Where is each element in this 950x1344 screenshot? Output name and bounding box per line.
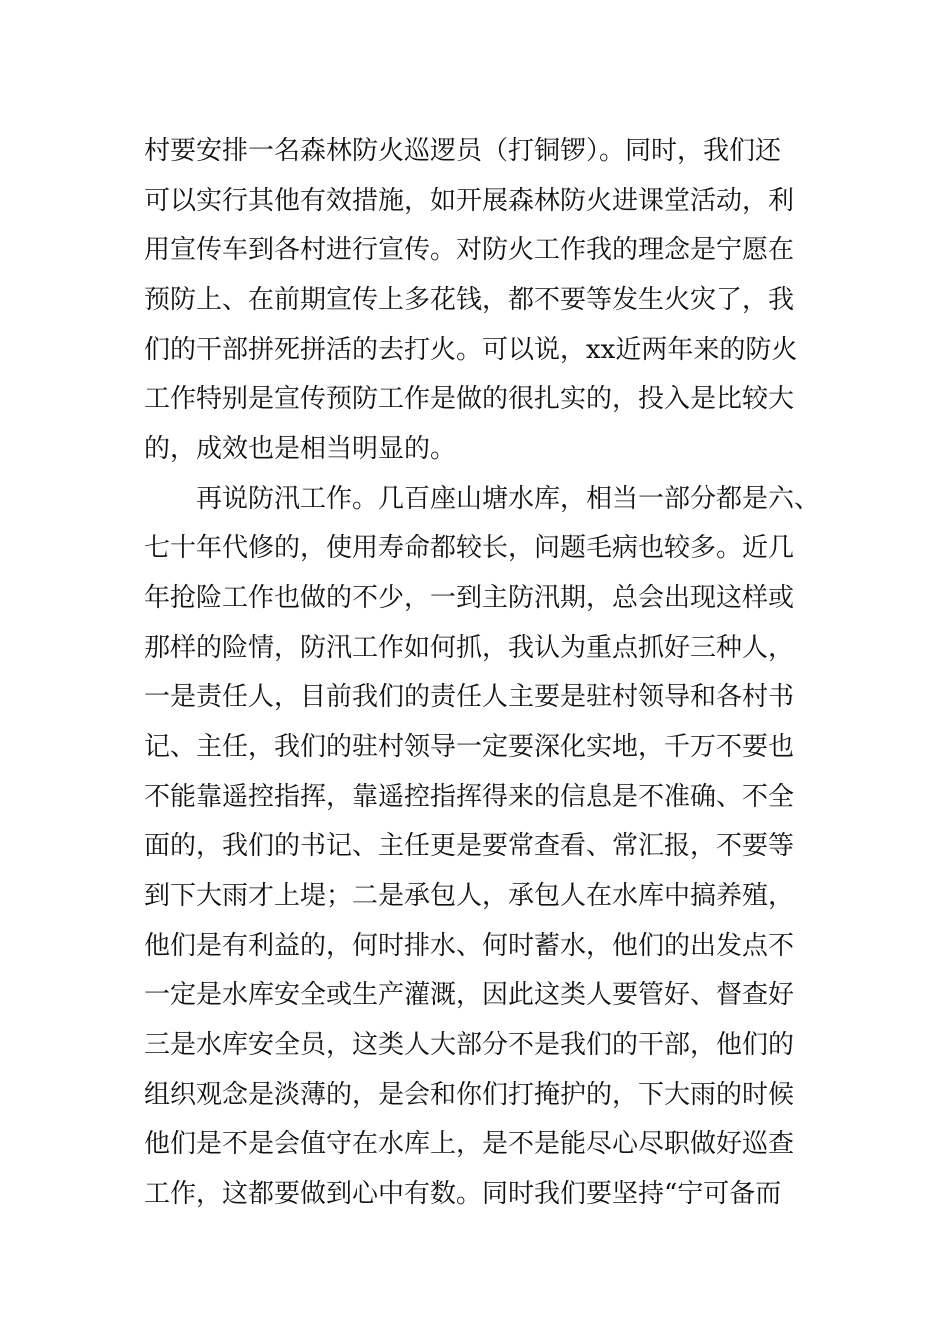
text-line: 七十年代修的，使用寿命都较长，问题毛病也较多。近几 — [144, 533, 795, 563]
text-line: 工作，这都要做到心中有数。同时我们要坚持“宁可备而 — [144, 1179, 782, 1209]
text-line: 三是水库安全员，这类人大部分不是我们的干部，他们的 — [144, 1030, 795, 1060]
text-line: 可以实行其他有效措施，如开展森林防火进课堂活动，利 — [144, 186, 795, 216]
text-line: 他们是不是会值守在水库上，是不是能尽心尽职做好巡查 — [144, 1129, 795, 1159]
text-line: 面的，我们的书记、主任更是要常查看、常汇报，不要等 — [144, 831, 795, 861]
text-line: 那样的险情，防汛工作如何抓，我认为重点抓好三种人， — [144, 633, 795, 663]
text-line: 们的干部拼死拼活的去打火。可以说，xx近两年来的防火 — [144, 335, 798, 365]
text-line: 村要安排一名森林防火巡逻员（打铜锣）。同时，我们还 — [144, 136, 782, 166]
paragraph-start-line: 再说防汛工作。几百座山塘水库，相当一部分都是六、 — [196, 484, 821, 514]
text-line: 组织观念是淡薄的，是会和你们打掩护的，下大雨的时候 — [144, 1080, 795, 1110]
text-line: 记、主任，我们的驻村领导一定要深化实地，千万不要也 — [144, 732, 795, 762]
text-line: 用宣传车到各村进行宣传。对防火工作我的理念是宁愿在 — [144, 235, 795, 265]
text-line: 到下大雨才上堤；二是承包人，承包人在水库中搞养殖， — [144, 881, 795, 911]
text-line: 年抢险工作也做的不少，一到主防汛期，总会出现这样或 — [144, 583, 795, 613]
text-line: 一是责任人，目前我们的责任人主要是驻村领导和各村书 — [144, 682, 795, 712]
text-line: 的，成效也是相当明显的。 — [144, 434, 457, 464]
text-line: 一定是水库安全或生产灌溉，因此这类人要管好、督查好 — [144, 980, 795, 1010]
text-line: 不能靠遥控指挥，靠遥控指挥得来的信息是不准确、不全 — [144, 782, 795, 812]
text-line: 工作特别是宣传预防工作是做的很扎实的，投入是比较大 — [144, 384, 795, 414]
text-line: 他们是有利益的，何时排水、何时蓄水，他们的出发点不 — [144, 931, 795, 961]
text-line: 预防上、在前期宣传上多花钱，都不要等发生火灾了，我 — [144, 285, 795, 315]
